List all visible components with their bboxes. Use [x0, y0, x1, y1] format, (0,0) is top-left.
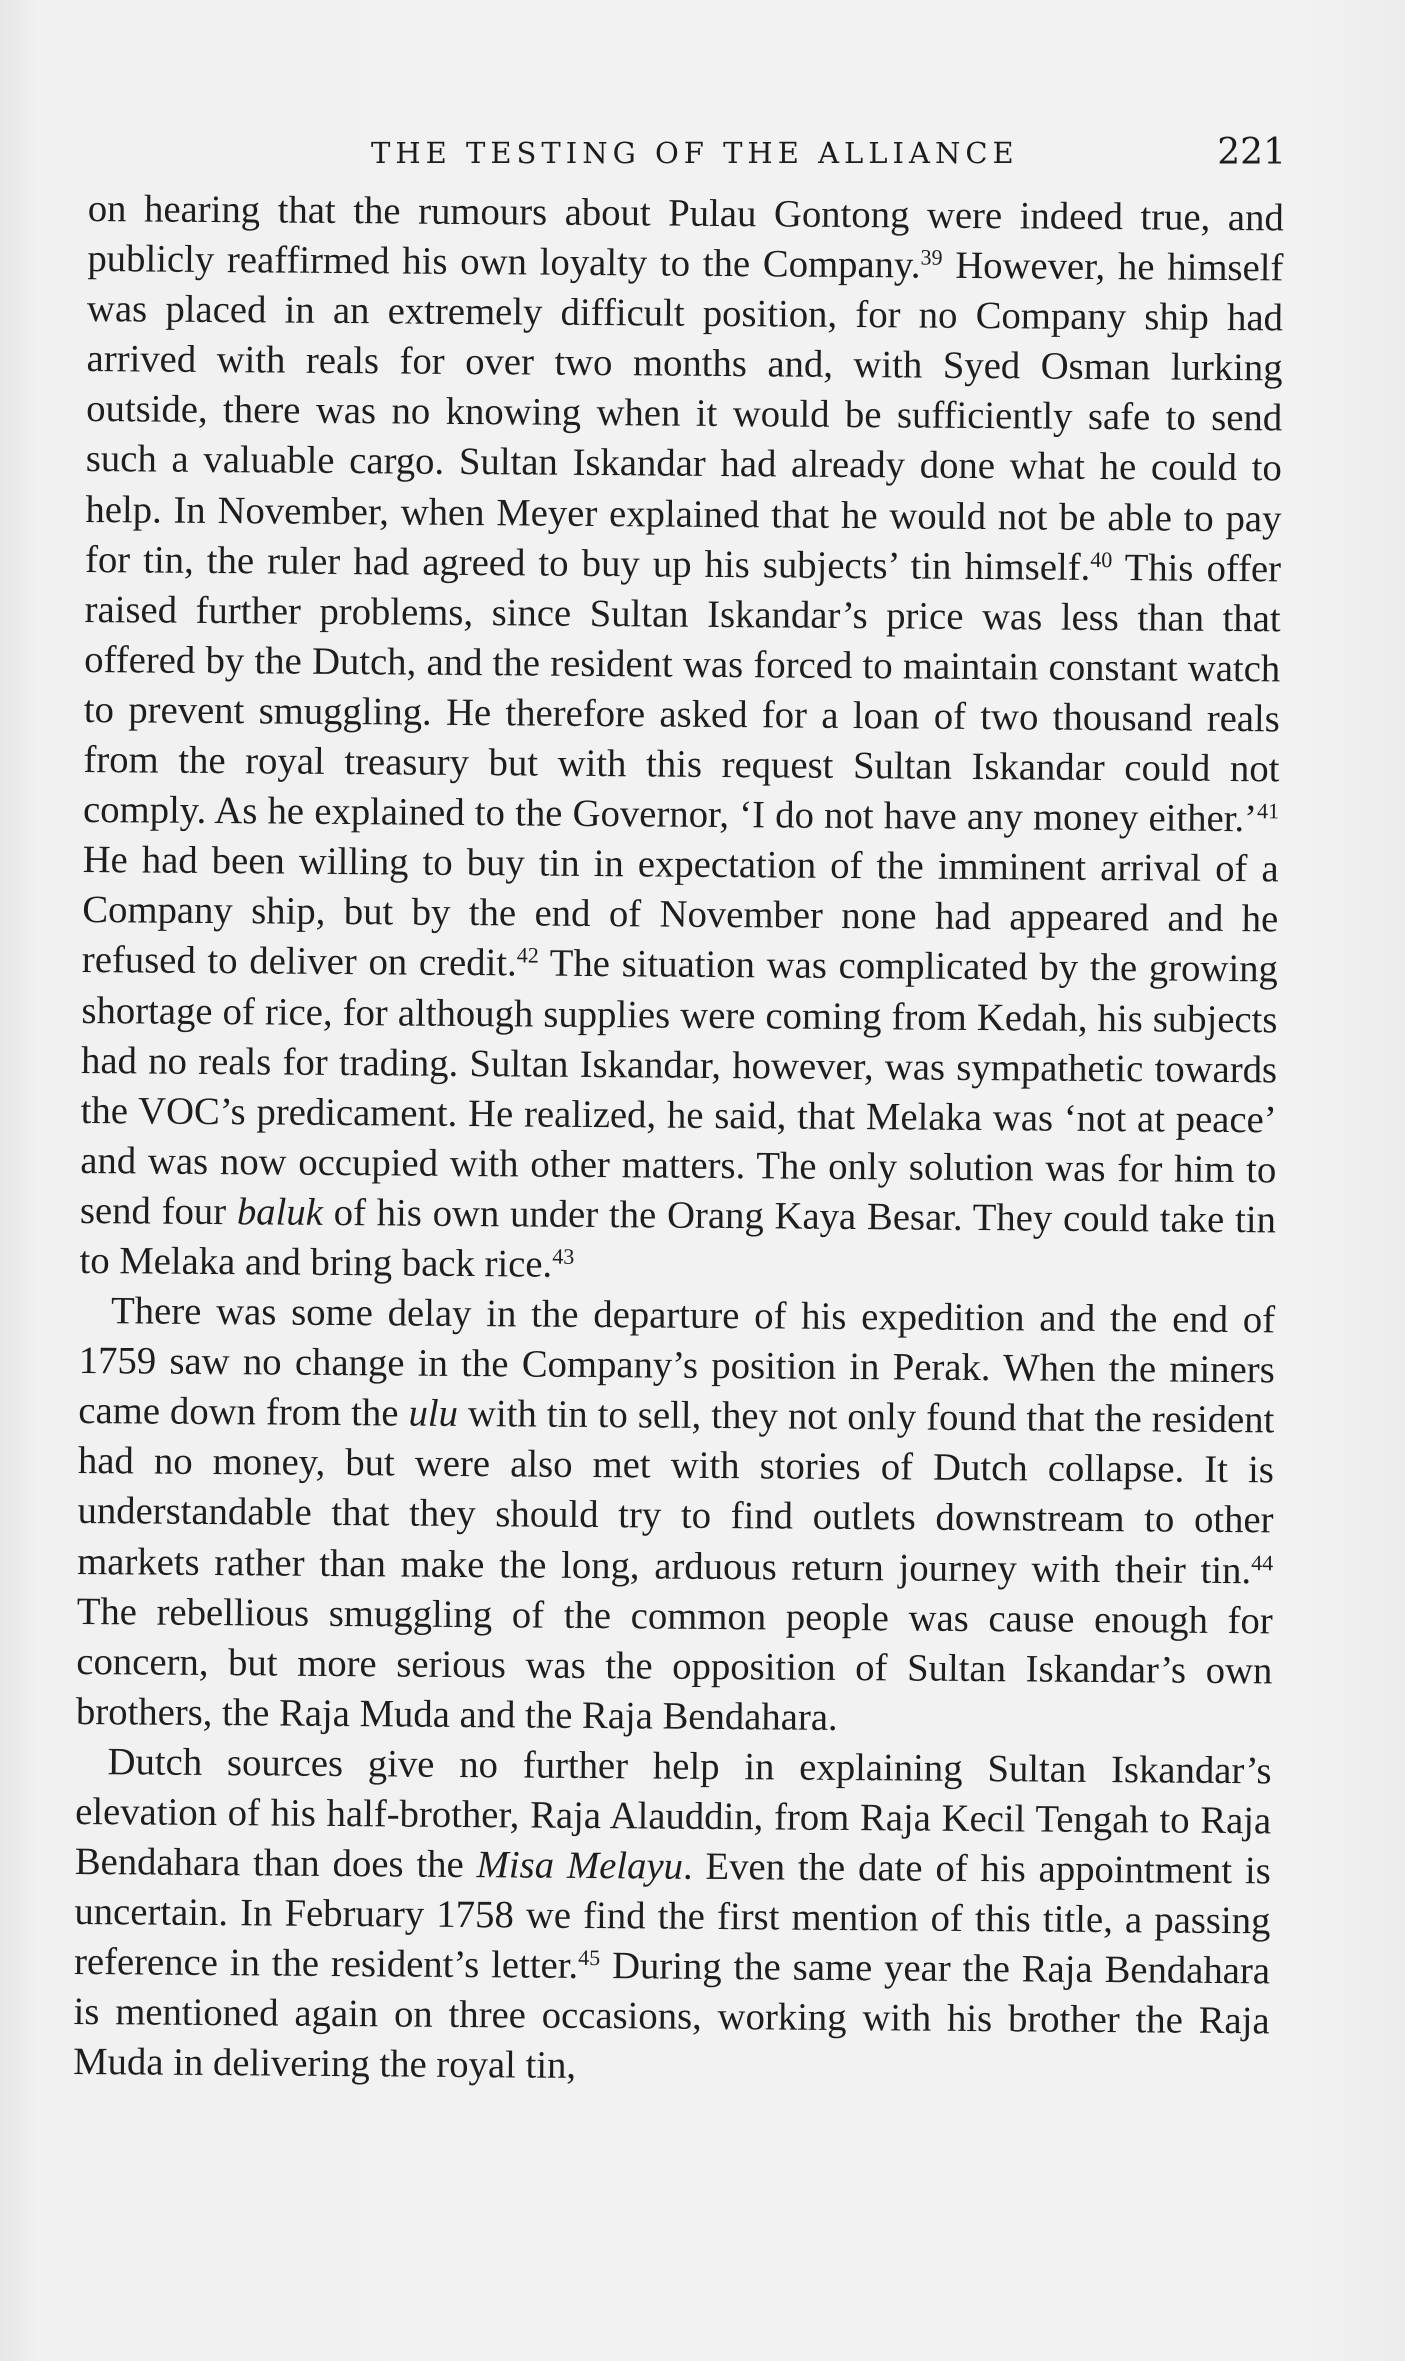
footnote-marker: 43: [552, 1243, 575, 1269]
body-text: [73, 184, 1284, 2097]
text-run: There was some delay in the departure of his expedition and the end of 1759 saw no change in the Company’s position in Perak. When the miners came down from the: [78, 1290, 1276, 1435]
text-run: The situation was complicated by the growing shortage of rice, for although supplies were coming from Kedah, his subjects had no reals for trading. Sultan Iskandar, however, was sympathetic towards the VOC’s predicament. He realized, he said, that Melaka was ‘not at peace’ and was now occupied with other matters. The only solution was for him to send four: [79, 942, 1279, 1234]
text-run: . Even the date of his appointment is uncertain. In February 1758 we find the first mention of this title, a passing reference in the resident’s letter.: [73, 1845, 1271, 1988]
footnote-marker: 44: [1251, 1549, 1274, 1575]
text-run: with tin to sell, they not only found that the resident had no money, but were also met with stories of Dutch collapse. It is understandable that they should try to find outlets downstream to other markets rather than make the long, arduous return journey with their tin.: [77, 1393, 1275, 1592]
text-run: During the same year the Raja Bendahara is mentioned again on three occasions, working with his brother the Raja Muda in delivering the royal tin,: [73, 1945, 1271, 2088]
footnote-marker: 41: [1257, 798, 1280, 824]
text-run: Dutch sources give no further help in explaining Sultan Iskandar’s elevation of his half-brother, Raja Alauddin, from Raja Kecil Tengah to Raja Bendahara than does the: [74, 1741, 1272, 1887]
page-header: [86, 132, 1286, 182]
running-head: THE TESTING OF THE ALLIANCE: [371, 136, 1019, 170]
text-run: of his own under the Orang Kaya Besar. They could take tin to Melaka and bring back rice.: [79, 1191, 1277, 1286]
text-run: However, he himself was placed in an extremely difficult position, for no Company ship had arrived with reals for over two months and, with Syed Osman lurking outside, there was no knowing when it would be sufficiently safe to send such a valuable cargo. Sultan Iskandar had already done what he could to help. In November, when Meyer explained that he would not be able to pay for tin, the ruler had agreed to buy up his subjects’ tin himself.: [84, 244, 1284, 589]
page-number: 221: [1217, 132, 1286, 173]
text-run: This offer raised further problems, since Sultan Iskandar’s price was less than that offered by the Dutch, and the resident was forced to maintain constant watch to prevent smuggling. He therefore asked for a loan of two thousand reals from the royal treasury but with this request Sultan Iskandar could not comply. As he explained to the Governor, ‘I do not have any money either.’: [82, 546, 1282, 841]
footnote-marker: 42: [516, 942, 539, 968]
text-run: The rebellious smuggling of the common people was cause enough for concern, but more serious was the opposition of Sultan Iskandar’s own brothers, the Raja Muda and the Raja Bendahara.: [75, 1590, 1273, 1739]
paragraph: [76, 1286, 1276, 1746]
footnote-marker: 40: [1090, 546, 1113, 572]
text-run: on hearing that the rumours about Pulau Gontong were indeed true, and publicly reaffirmed his own loyalty to the Company.: [87, 187, 1284, 287]
paragraph: [79, 184, 1284, 1295]
footnote-marker: 39: [920, 244, 943, 270]
italic-term: ulu: [408, 1392, 459, 1436]
italic-term: Misa Melayu: [476, 1844, 684, 1888]
text-run: He had been willing to buy tin in expectation of the imminent arrival of a Company ship, but by the end of November none had appeared and he refused to deliver on credit.: [81, 839, 1279, 985]
paragraph: [73, 1737, 1272, 2097]
italic-term: baluk: [236, 1191, 324, 1234]
footnote-marker: 45: [578, 1945, 601, 1971]
